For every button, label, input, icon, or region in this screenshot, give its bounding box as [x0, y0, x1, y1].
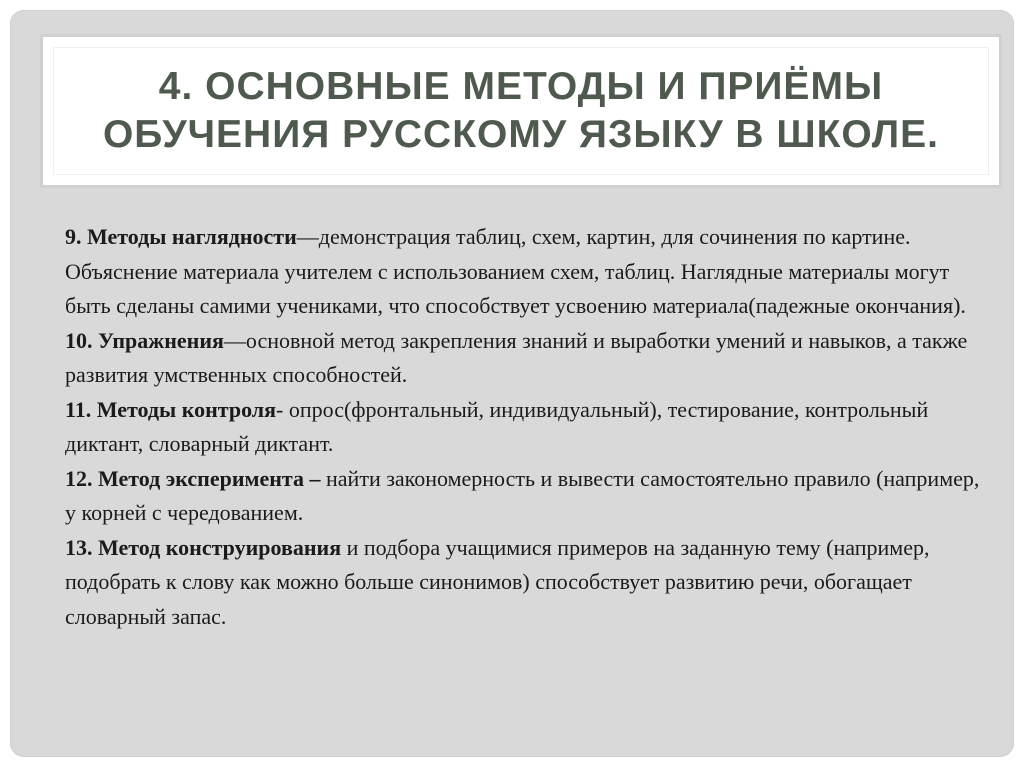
list-item — [65, 531, 995, 635]
item-lead: 10. Упражнения — [65, 327, 224, 353]
title-box — [40, 34, 1002, 188]
title-line-1: 4. ОСНОВНЫЕ МЕТОДЫ И ПРИЁМЫ — [158, 65, 884, 108]
slide — [10, 10, 1014, 757]
list-item — [65, 324, 995, 393]
item-lead: 13. Метод конструирования — [65, 534, 342, 560]
slide-body — [65, 220, 995, 634]
item-text: и подбора учащимися примеров на заданную тему (например, подобрать к слову как можно больше синонимов) способствует развитию речи, обогащает словарный запас. — [65, 534, 930, 629]
list-item — [65, 462, 995, 531]
item-text: —основной метод закрепления знаний и выработки умений и навыков, а также развития умственных способностей. — [65, 327, 968, 387]
title-line-2: ОБУЧЕНИЯ РУССКОМУ ЯЗЫКУ В ШКОЛЕ. — [102, 113, 940, 156]
item-text: - опрос(фронтальный, индивидуальный), тестирование, контрольный диктант, словарный диктант. — [65, 396, 929, 456]
item-lead: 12. Метод эксперимента – — [65, 465, 321, 491]
slide-title — [103, 63, 939, 159]
item-lead: 11. Методы контроля — [65, 396, 277, 422]
item-text: найти закономерность и вывести самостоятельно правило (например, у корней с чередованием. — [65, 465, 980, 525]
item-text: —демонстрация таблиц, схем, картин, для сочинения по картине. Объяснение материала учителем с использованием схем, таблиц. Наглядные материалы могут быть сделаны самими учениками, что способствует усвоению материала(падежные окончания). — [65, 224, 966, 318]
list-item — [65, 220, 995, 324]
item-lead: 9. Методы наглядности — [65, 224, 297, 249]
list-item — [65, 393, 995, 462]
